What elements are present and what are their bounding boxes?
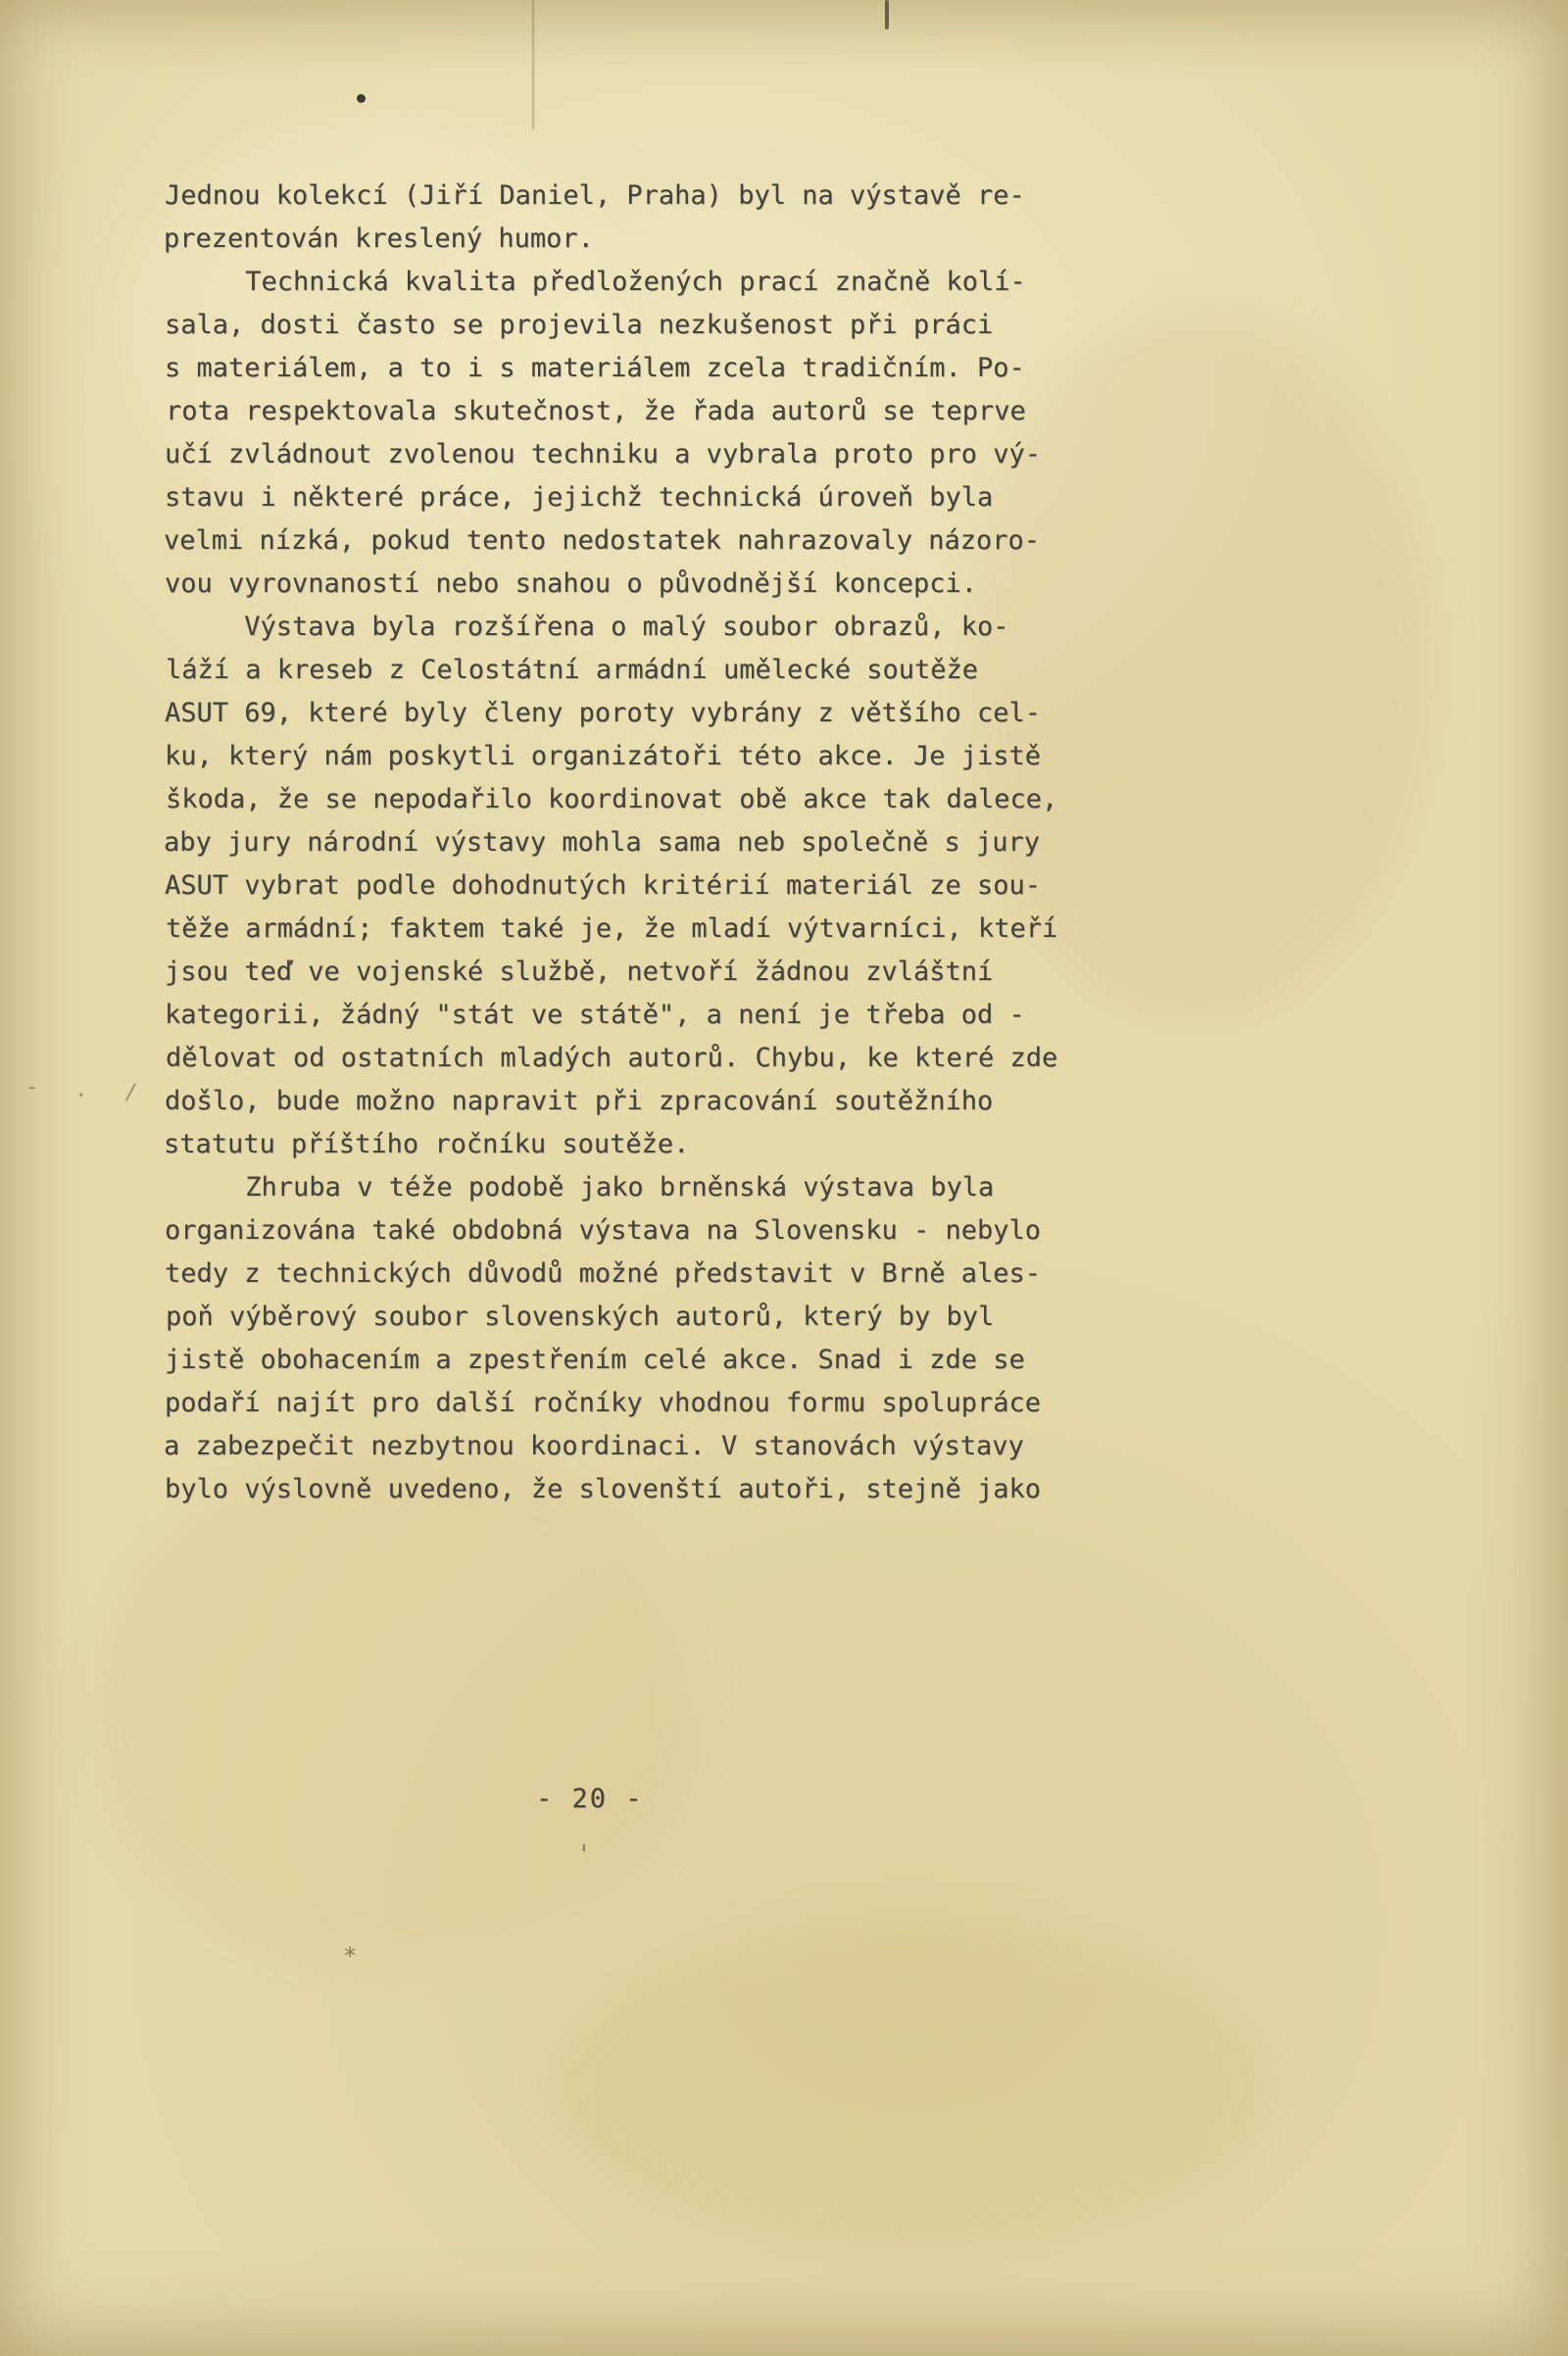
text-line: bylo výslovně uvedeno, že slovenští autoři, stejně jako [165, 1474, 1042, 1504]
stray-pencil-marks: - . / [24, 1074, 150, 1106]
text-line: škoda, že se nepodařilo koordinovat obě akce tak dalece, [166, 784, 1058, 814]
text-line: ASUT 69, které byly členy poroty vybrány z většího cel- [165, 698, 1042, 728]
text-line: Jednou kolekcí (Jiří Daniel, Praha) byl na výstavě re- [165, 180, 1025, 211]
stray-mark: * [343, 1942, 358, 1970]
page-number: - 20 - [536, 1784, 644, 1814]
text-line: Výstava byla rozšířena o malý soubor obrazů, ko- [165, 612, 1009, 642]
text-line: poň výběrový soubor slovenských autorů, který by byl [166, 1301, 995, 1332]
paper-stain [549, 1921, 1274, 2254]
text-line: jsou teď ve vojenské službě, netvoří žádnou zvláštní [165, 957, 994, 987]
ink-dot [357, 94, 366, 103]
text-line: těže armádní; faktem také je, že mladí výtvarníci, kteří [166, 913, 1058, 944]
text-line: tedy z technických důvodů možné představit v Brně ales- [165, 1258, 1042, 1289]
text-line: kategorii, žádný "stát ve státě", a není je třeba od - [165, 1000, 1025, 1030]
text-line: Technická kvalita předložených prací značně kolí- [166, 267, 1026, 297]
text-line: učí zvládnout zvolenou techniku a vybrala proto pro vý- [165, 439, 1042, 469]
text-line: podaří najít pro další ročníky vhodnou formu spolupráce [165, 1388, 1042, 1418]
text-line: láží a kreseb z Celostátní armádní umělecké soutěže [166, 655, 979, 685]
text-line: prezentován kreslený humor. [164, 223, 594, 254]
text-line: Zhruba v téže podobě jako brněnská výstava byla [166, 1172, 995, 1203]
text-line: aby jury národní výstavy mohla sama neb společně s jury [164, 827, 1041, 858]
text-line: sala, dosti často se projevila nezkušenost při práci [165, 310, 994, 340]
fold-crease-mark [532, 0, 534, 129]
stray-mark: ' [576, 1841, 592, 1870]
text-line: jistě obohacením a zpestřením celé akce. Snad i zde se [165, 1345, 1025, 1375]
text-line: ASUT vybrat podle dohodnutých kritérií materiál ze sou- [165, 870, 1042, 901]
text-block [165, 174, 1145, 1511]
text-line: velmi nízká, pokud tento nedostatek nahrazovaly názoro- [164, 525, 1041, 556]
text-line: organizována také obdobná výstava na Slovensku - nebylo [165, 1215, 1042, 1246]
text-line: dělovat od ostatních mladých autorů. Chybu, ke které zde [166, 1043, 1058, 1073]
paper-stain [88, 1450, 696, 1960]
text-line: rota respektovala skutečnost, že řada autorů se teprve [166, 396, 1026, 426]
stray-mark [885, 0, 889, 29]
text-line: s materiálem, a to i s materiálem zcela tradičním. Po- [165, 353, 1025, 383]
text-line: statutu příštího ročníku soutěže. [164, 1129, 690, 1159]
text-line: a zabezpečit nezbytnou koordinaci. V stanovách výstavy [164, 1431, 1024, 1461]
text-line: došlo, bude možno napravit při zpracování soutěžního [165, 1086, 994, 1116]
text-line: stavu i některé práce, jejichž technická úroveň byla [165, 482, 994, 513]
text-line: vou vyrovnaností nebo snahou o původnější koncepci. [165, 568, 978, 599]
text-line: ku, který nám poskytli organizátoři této akce. Je jistě [165, 741, 1042, 771]
